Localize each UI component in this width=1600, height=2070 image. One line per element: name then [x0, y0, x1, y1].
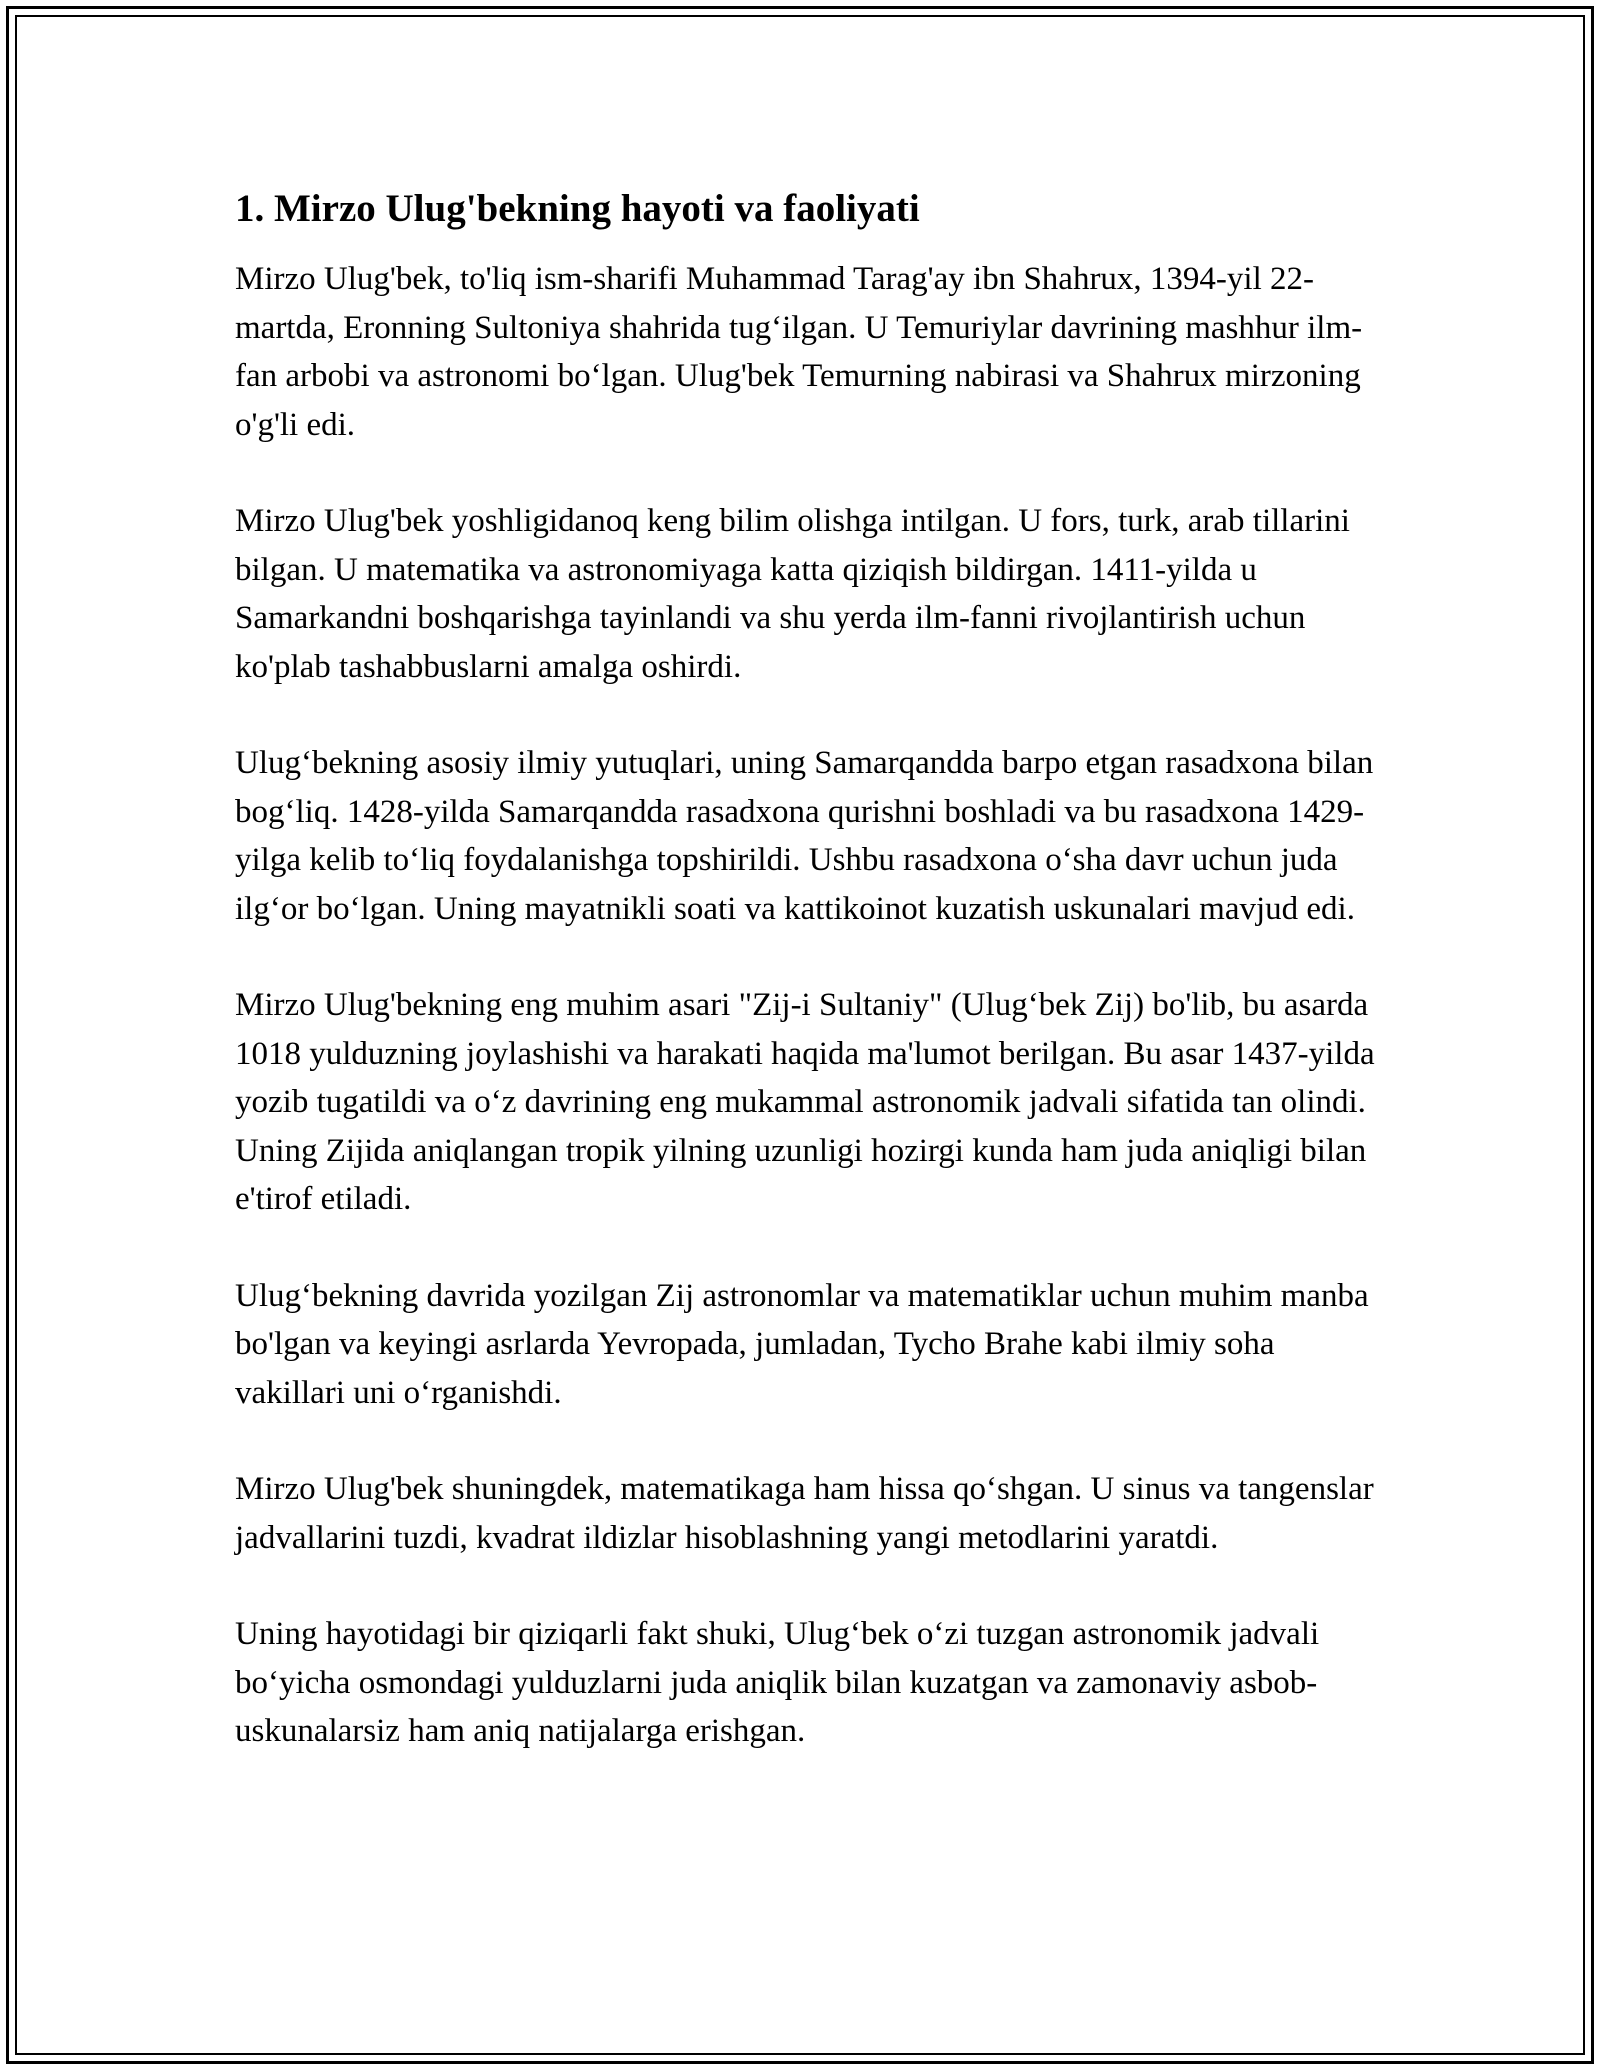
paragraph-7: Uning hayotidagi bir qiziqarli fakt shuki, Ulug‘bek o‘zi tuzgan astronomik jadvali bo‘yicha osmondagi yulduzlarni juda aniqlik bilan kuzatgan va zamonaviy asbob-uskunalarsiz ham aniq natijalarga erishgan.	[235, 1616, 1320, 1749]
paragraph-5: Ulug‘bekning davrida yozilgan Zij astronomlar va matematiklar uchun muhim manba bo'lgan va keyingi asrlarda Yevropada, jumladan, Tycho Brahe kabi ilmiy soha vakillari uni o‘rganishdi.	[235, 1277, 1369, 1411]
paragraph-3: Ulug‘bekning asosiy ilmiy yutuqlari, uning Samarqandda barpo etgan rasadxona bilan bog‘liq. 1428-yilda Samarqandda rasadxona qurishni boshladi va bu rasadxona 1429-yilga kelib to‘liq foydalanishga topshirildi. Ushbu rasadxona o‘sha davr uchun juda ilg‘or bo‘lgan. Uning mayatnikli soati va kattikoinot kuzatish uskunalari mavjud edi.	[235, 745, 1374, 927]
document-body	[235, 185, 1375, 1804]
paragraph-6: Mirzo Ulug'bek shuningdek, matematikaga ham hissa qo‘shgan. U sinus va tangenslar jadvallarini tuzdi, kvadrat ildizlar hisoblashning yangi metodlarini yaratdi.	[235, 1471, 1374, 1556]
paragraph-2: Mirzo Ulug'bek yoshligidanoq keng bilim olishga intilgan. U fors, turk, arab tillarini bilgan. U matematika va astronomiyaga katta qiziqish bildirgan. 1411-yilda u Samarkandni boshqarishga tayinlandi va shu yerda ilm-fanni rivojlantirish uchun ko'plab tashabbuslarni amalga oshirdi.	[235, 503, 1350, 685]
paragraph-1: Mirzo Ulug'bek, to'liq ism-sharifi Muhammad Tarag'ay ibn Shahrux, 1394-yil 22-martda, Eronning Sultoniya shahrida tug‘ilgan. U Temuriylar davrining mashhur ilm-fan arbobi va astronomi bo‘lgan. Ulug'bek Temurning nabirasi va Shahrux mirzoning o'g'li edi.	[235, 261, 1363, 443]
section-heading: 1. Mirzo Ulug'bekning hayoti va faoliyati	[235, 187, 920, 230]
paragraph-4: Mirzo Ulug'bekning eng muhim asari "Zij-i Sultaniy" (Ulug‘bek Zij) bo'lib, bu asarda 1018 yulduzning joylashishi va harakati haqida ma'lumot berilgan. Bu asar 1437-yilda yozib tugatildi va o‘z davrining eng mukammal astronomik jadvali sifatida tan olindi. Uning Zijida aniqlangan tropik yilning uzunligi hozirgi kunda ham juda aniqligi bilan e'tirof etiladi.	[235, 987, 1375, 1217]
